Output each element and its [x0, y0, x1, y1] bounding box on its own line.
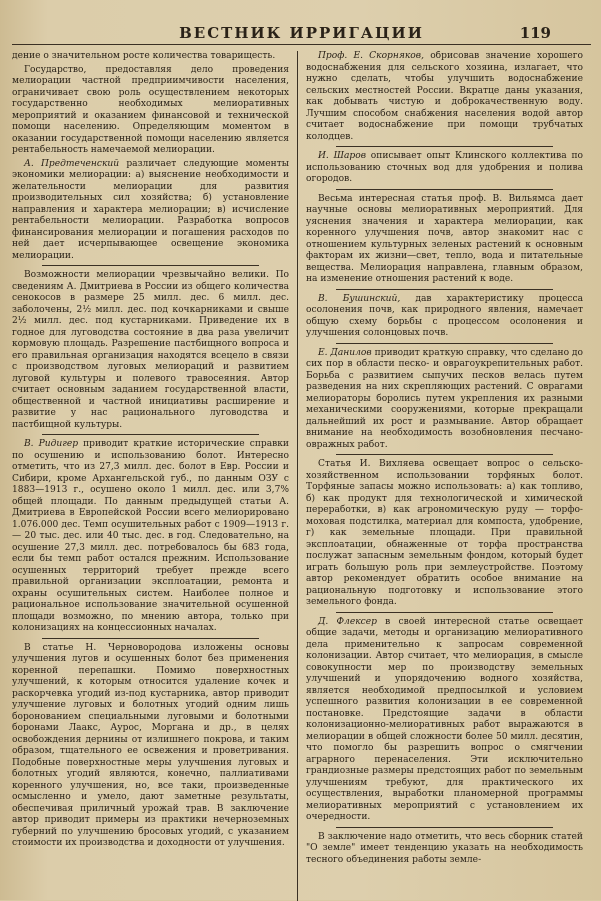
paragraph-text: дав характеристику процесса осолонения почв, как природного явления, намечает общую схему борьбы с процессом осолонения и улучшения солонцовых почв.	[306, 293, 583, 338]
paragraph-text: Статья И. Вихляева освещает вопрос о сельско-хозяйственном использовании торфяных болот. Торфяные запасы можно использовать: а) как топливо, б) как продукт для технологической и химической переработки, в) как агрономическую руду — торфо-моховая подстилка, материал для компоста, удобрение, г) как земельные площади. При правильной эксплоатации, обнаженные от торфа пространства послужат запасным земельным фондом, который будет играть большую роль при землеустройстве. Поэтому автор рекомендует обратить особое внимание на рациональную подготовку и использование этого земельного фонда.	[306, 459, 583, 607]
text-columns	[12, 51, 591, 901]
paragraph-text: Государство, предоставляя дело проведения мелиорации частной предприимчивости населения, ограничивает свою роль осуществлением некоторых государственно необходимых мелиоративных мероприятий и оказанием финансовой и технической помощи населению. Определяющим моментом в оказании государственной помощи населению является рентабельность намечаемой мелиорации.	[12, 64, 289, 155]
paragraph-text: обрисовав значение хорошего водоснабжения для сельского хозяина, излагает, что нужно сделать, чтобы улучшить водоснабжение сельских местностей России. Вкратце даны указания, как добывать чистую и доброкачественную воду. Лучшим способом снабжения населения водой автор считает водоснабжение при помощи трубчатых колодцев.	[306, 51, 583, 142]
paragraph-text: приводит краткие исторические справки по осушению и использованию болот. Интересно отметить, что из 27,3 милл. дес. болот в Евр. России и Сибири, кроме Архангельской губ., по данным ОЗУ с 1883—1913 г., осушено около 1 милл. дес. или 3,7% общей площади. По данным предыдущей статьи А. Дмитриева в Европейской России всего мелиорировано 1.076.000 дес. Темп осушительных работ с 1909—1913 г. — 20 тыс. дес. или 40 тыс. дес. в год. Следовательно, на осушение 27,3 милл. дес. потребовалось бы 683 года, если бы темп работ остался прежним. Использование осушенных территорий требует прежде всего правильной организации эксплоатации, ремонта и охраны осушительных систем. Наиболее полное и рациональное использование значительной осушенной площади возможно, по мнению автора, только при колонизациях на концессионных началах.	[12, 439, 289, 633]
section-separator	[42, 265, 259, 266]
author-name: В. Бушинский,	[318, 293, 401, 304]
paragraph-text: Возможности мелиорации чрезвычайно велики. По сведениям А. Дмитриева в России из общего количества сенокосов в размере 25 милл. дес. 6 милл. дес. заболочены, 2½ милл. дес. под кочкарниками и свыше 2½ милл. дес. под кустарниками. Приведение их в годное для луговодства состояние в два раза увеличит кормовую площадь. Разрешение пастбищного вопроса и его правильная организация находятся всецело в связи с производством луговых мелиораций и развитием луговой культуры и полевого травосеяния. Автор считает основным заданием государственной власти, общественной и частной инициативы расширение и развитие у нас рационального луговодства и пастбищной культуры.	[12, 270, 289, 430]
page-number: 119	[519, 24, 551, 42]
column-divider	[297, 51, 298, 901]
right-column	[300, 51, 583, 901]
paragraph	[12, 439, 289, 635]
section-separator	[42, 638, 259, 639]
paragraph	[306, 294, 583, 340]
section-separator	[336, 827, 553, 828]
paragraph	[306, 194, 583, 286]
author-name: Д. Флексер	[318, 616, 377, 627]
left-column	[12, 51, 295, 901]
paragraph-text: В статье Н. Черновородова изложены основы улучшения лугов и осушенных болот без применения коренной перепашки. Помимо поверхностных улучшений, к которым относится удаление кочек и раскорчевка угодий из-под кустарника, автор приводит улучшение луговых и болотных угодий одним лишь боронованием специальными луговыми и болотными боронами Лаакс, Аурос, Моргана и др., в целях освобождения дернины от излишнего покрова, и таким образом, тщательного ее освежения и проветривания. Подобные поверхностные меры улучшения луговых и болотных угодий являются, конечно, паллиативами коренного улучшения, но, все таки, произведенные осмысленно и умело, дают заметные результаты, обеспечивая приличный урожай трав. В заключение автор приводит примеры из практики нечерноземных губерний по улучшению бросовых угодий, с указанием стоимости их производства и доходности от улучшения.	[12, 642, 289, 848]
author-name: Проф. Е. Скорняков,	[318, 51, 424, 61]
paragraph	[12, 65, 289, 157]
paragraph	[12, 643, 289, 850]
author-name: В. Ридигер	[24, 439, 79, 449]
section-separator	[336, 289, 553, 290]
paragraph	[306, 51, 583, 143]
section-separator	[336, 189, 553, 190]
paragraph	[306, 459, 583, 609]
paragraph	[306, 832, 583, 867]
paragraph	[12, 159, 289, 263]
author-name: И. Шаров	[318, 151, 366, 161]
paragraph	[12, 51, 289, 63]
author-name: Е. Данилов	[318, 347, 372, 358]
paragraph-text: описывает опыт Клинского коллектива по использованию сточных вод для удобрения и полива огородов.	[306, 151, 583, 184]
paragraph	[12, 270, 289, 431]
author-name: А. Предтеченский	[24, 158, 120, 169]
section-separator	[336, 343, 553, 344]
page-header	[12, 10, 591, 45]
paragraph	[306, 151, 583, 186]
paragraph	[306, 348, 583, 452]
section-separator	[336, 146, 553, 147]
section-separator	[42, 434, 259, 435]
paragraph-text: различает следующие моменты экономики мелиорации: а) выяснение необходимости и желательности мелиорации для развития производительных сил хозяйства; б) установление направления и характера мелиорации; в) исчисление рентабельности мелиорации. Разработка вопросов финансирования мелиорации и погашения расходов по ней дает исчерпывающее освещение экономика мелиорации.	[12, 158, 289, 261]
paragraph-text: В заключение надо отметить, что весь сборник статей "О земле" имеет тенденцию указать на необходимость тесного объединения работы земле-	[306, 831, 583, 865]
paragraph-text: в своей интересной статье освещает общие задачи, методы и организацию мелиоративного дела применительно к запросам современной колонизации. Автор считает, что мелиорация, в смысле совокупности мер по производству земельных улучшений и упорядочению водного хозяйства, является необходимой предпосылкой и условием успешного развития колонизации в ее современной постановке. Предстоящие задачи в области колонизационно-мелиоративных работ выражаются в мелиорации в общей сложности более 50 милл. десятин, что помогло бы разрешить вопрос о смягчении аграрного перенаселения. Эти исключительно грандиозные размеры предстоящих работ по земельным улучшениям требуют, для практического их осуществления, выработки планомерной программы мелиоративных мероприятий с установлением их очередности.	[306, 616, 583, 822]
paragraph-text: дение о значительном росте количества товарищесть.	[12, 51, 276, 61]
section-separator	[336, 454, 553, 455]
running-title: ВЕСТНИК ИРРИГАЦИИ	[179, 24, 424, 42]
section-separator	[336, 612, 553, 613]
paragraph-text: Весьма интересная статья проф. В. Вильямса дает научные основы мелиоративных мероприятий. Для уяснения значения и характера мелиорации, как коренного улучшения почв, автор знакомит нас с отношением культурных зеленых растений к основным факторам их жизни—свет, тепло, вода и питательные вещества. Мелиорация направлена, главным образом, на изменение отношения растений к воде.	[306, 193, 583, 284]
paragraph-text: приводит краткую справку, что сделано до сих пор в области песко- и оврагоукрепительных работ. Борьба с развитием сыпучих песков велась путем разведения на них скрепляющих растений. С оврагами мелиораторы боролись путем укрепления их разными механическими сооружениями, которые прекращали дальнейший их рост и размывание. Автор обращает внимание на необходимость возобновления песчано-овражных работ.	[306, 347, 583, 450]
paragraph	[306, 617, 583, 824]
